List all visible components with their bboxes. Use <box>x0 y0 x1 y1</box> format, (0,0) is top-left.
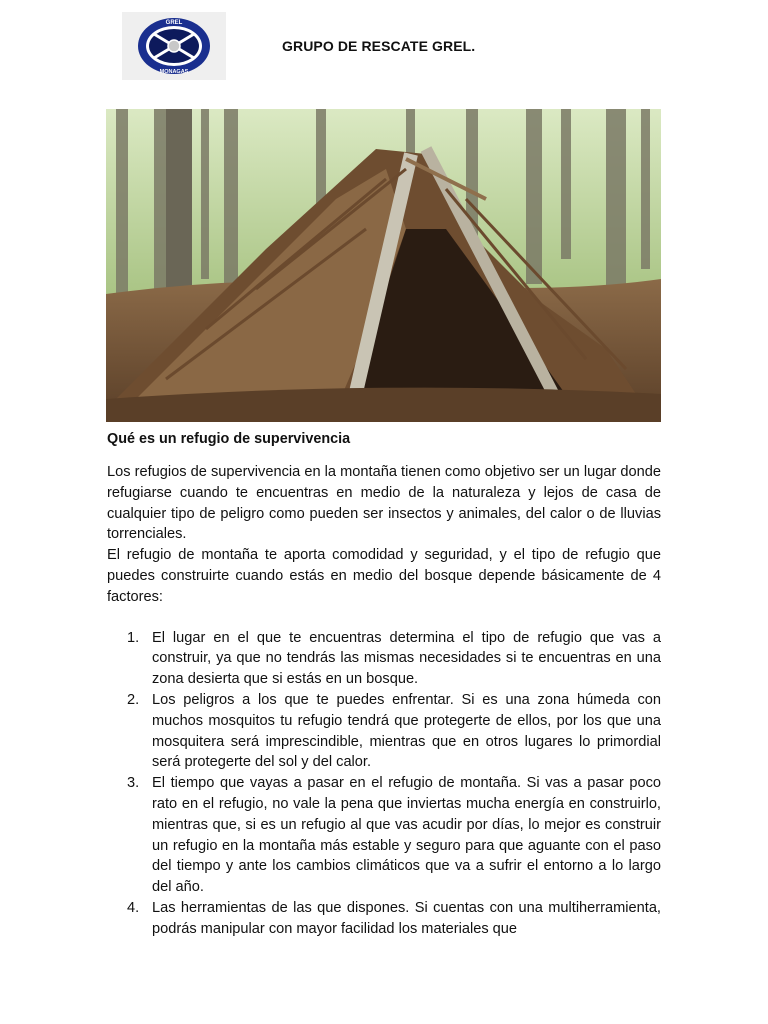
list-item-text: Las herramientas de las que dispones. Si cuentas con una multiherramienta, podrás manipular con mayor facilidad los materiales que <box>152 899 661 937</box>
logo-top-text: GREL <box>165 20 183 26</box>
list-item-number: 2. <box>127 691 140 708</box>
shelter-photo <box>106 109 661 422</box>
logo-bottom-text: MONAGAS <box>159 69 189 75</box>
paragraph-intro: Los refugios de supervivencia en la montaña tienen como objetivo ser un lugar donde refugiarse cuando te encuentras en medio de la naturaleza y lejos de casa de cualquier tipo de peligro como pueden ser insectos y animales, del calor o de lluvias torrenciales. <box>107 464 661 543</box>
grel-logo <box>122 12 226 80</box>
list-item-text: El lugar en el que te encuentras determina el tipo de refugio que vas a construir, ya que no tendrás las mismas necesidades si te encuentras en una zona desierta que si estás en un bosque. <box>152 629 661 688</box>
list-item-text: Los peligros a los que te puedes enfrentar. Si es una zona húmeda con muchos mosquitos tu refugio tendrá que protegerte de ellos, por los que una mosquitera será imprescindible, mientras que en otros lugares lo primordial será protegerte del sol y del calor. <box>152 691 661 771</box>
list-item-number: 4. <box>127 899 140 916</box>
document-header-title: GRUPO DE RESCATE GREL. <box>282 38 476 54</box>
list-item <box>107 690 661 773</box>
list-item <box>107 898 661 940</box>
list-item-text: El tiempo que vayas a pasar en el refugio de montaña. Si vas a pasar poco rato en el refugio, no vale la pena que inviertas mucha energía en construirlo, mientras que, si es un refugio al que vas acudir por días, lo mejor es construir un refugio en la montaña más estable y seguro para que aguante con el paso del tiempo y ante los cambios climáticos que va a sufrir el entorno a lo largo del año. <box>152 775 661 896</box>
factors-list <box>107 628 661 940</box>
list-item-number: 3. <box>127 775 140 792</box>
paragraph-factors: El refugio de montaña te aporta comodidad y seguridad, y el tipo de refugio que puedes construirte cuando estás en medio del bosque depende básicamente de 4 factores: <box>107 547 661 605</box>
list-item-number: 1. <box>127 629 140 646</box>
article-body <box>107 428 661 940</box>
list-item <box>107 773 661 898</box>
section-heading: Qué es un refugio de supervivencia <box>107 431 351 447</box>
list-item <box>107 628 661 690</box>
